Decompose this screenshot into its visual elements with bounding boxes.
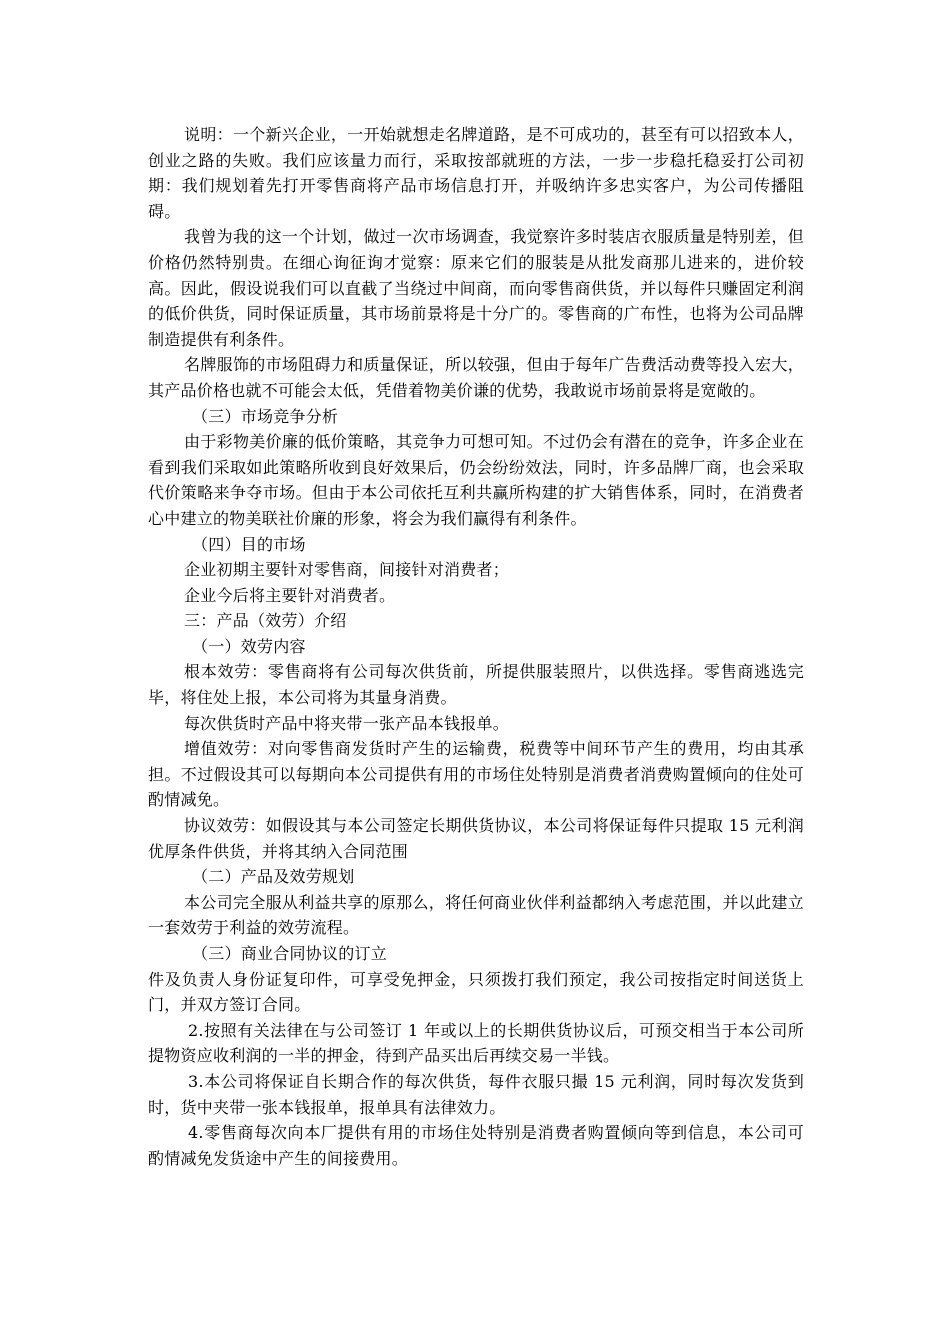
heading-product-service: 三：产品（效劳）介绍 <box>184 611 347 631</box>
paragraph-value-added-service: 增值效劳：对向零售商发货时产生的运输费，税费等中间环节产生的费用，均由其承担。不过假设其可以每期向本公司提供有用的市场住处特别是消费者消费购置倾向的住处可酌情减免。 <box>148 739 804 810</box>
paragraph-contract-continued: 件及负责人身份证复印件，可享受免押金，只须拨打我们预定，我公司按指定时间送货上门，并双方签订合同。 <box>148 969 804 1015</box>
heading-market-competition: （三）市场竞争分析 <box>192 406 339 426</box>
paragraph-agreement-service: 协议效劳：如假设其与本公司签定长期供货协议，本公司将保证每件只提取 15 元利润优厚条件供货，并将其纳入合同范围 <box>148 816 804 861</box>
list-item-4: 4.零售商每次向本厂提供有用的市场住处特别是消费者购置倾向等到信息，本公司可酌情减免发货途中产生的间接费用。 <box>148 1123 804 1168</box>
heading-contract-agreement: （三）商业合同协议的订立 <box>192 944 388 963</box>
heading-service-content: （一）效劳内容 <box>192 636 306 656</box>
paragraph-competition: 由于彩物美价廉的低价策略，其竞争力可想可知。不过仍会有潜在的竞争，许多企业在看到我们采取如此策略所收到良好效果后，仍会纷纷效法，同时，许多品牌厂商，也会采取代价策略来争夺市场。但由于本公司依托互利共赢所构建的扩大销售体系，同时，在消费者心中建立的物美联社价廉的形象，将会为我们赢得有利条件。 <box>148 432 804 528</box>
paragraph-brand-influence: 名牌服饰的市场阻碍力和质量保证，所以较强，但由于每年广告费活动费等投入宏大，其产品价格也就不可能会太低，凭借着物美价谦的优势，我敢说市场前景将是宽敞的。 <box>148 355 804 400</box>
paragraph-basic-service: 根本效劳：零售商将有公司每次供货前，所提供服装照片，以供选择。零售商逃选完毕，将住处上报，本公司将为其量身消费。 <box>148 662 804 708</box>
list-item-2: 2.按照有关法律在与公司签订 1 年或以上的长期供货协议后，可预交相当于本公司所提物资应收利润的一半的押金，待到产品买出后再续交易一半钱。 <box>148 1020 804 1066</box>
paragraph-target-initial: 企业初期主要针对零售商，间接针对消费者； <box>184 560 510 580</box>
paragraph-market-survey: 我曾为我的这一个计划，做过一次市场调查，我觉察许多时装店衣服质量是特别差，但价格仍然特别贵。在细心询征询才觉察：原来它们的服装是从批发商那儿进来的，进价较高。因此，假设说我们可以直截了当绕过中间商，而向零售商供货，并以每件只赚固定利润的低价供货，同时保证质量，其市场前景将是十分广的。零售商的广布性，也将为公司品牌制造提供有利条件。 <box>148 227 804 349</box>
paragraph-cost-sheet: 每次供货时产品中将夹带一张产品本钱报单。 <box>184 713 510 733</box>
document-body <box>148 122 804 1171</box>
heading-product-planning: （二）产品及效劳规划 <box>192 867 355 887</box>
heading-target-market: （四）目的市场 <box>192 534 306 554</box>
list-item-3: 3.本公司将保证自长期合作的每次供货，每件衣服只撮 15 元利润，同时每次发货到时，货中夹带一张本钱报单，报单具有法律效力。 <box>148 1071 804 1117</box>
paragraph-intro-explanation: 说明：一个新兴企业，一开始就想走名牌道路，是不可成功的，甚至有可以招致本人，创业之路的失败。我们应该量力而行，采取按部就班的方法，一步一步稳托稳妥打公司初期：我们规划着先打开零售商将产品市场信息打开，并吸纳许多忠实客户，为公司传播阻碍。 <box>148 125 804 221</box>
paragraph-target-future: 企业今后将主要针对消费者。 <box>184 585 396 605</box>
paragraph-benefit-sharing: 本公司完全服从利益共享的原那么，将任何商业伙伴利益都纳入考虑范围，并以此建立一套效劳于利益的效劳流程。 <box>148 892 804 938</box>
